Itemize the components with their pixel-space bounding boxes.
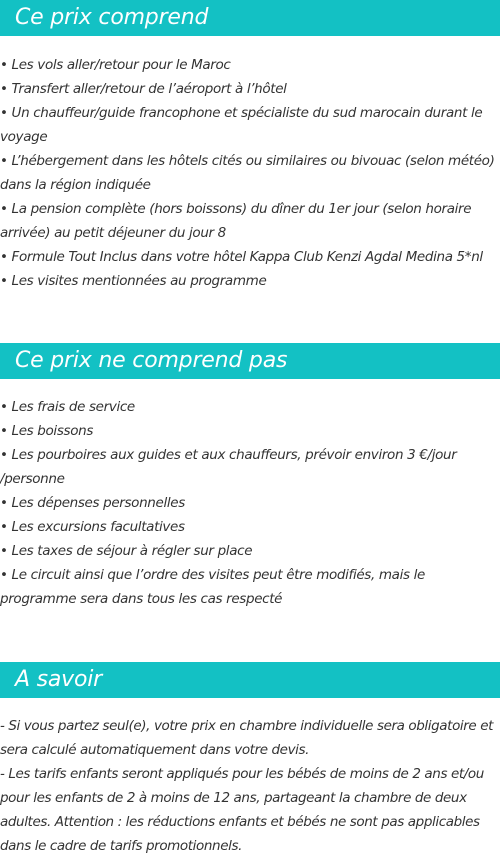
list-item: • Les visites mentionnées au programme xyxy=(0,273,267,289)
list-item: • Les taxes de séjour à régler sur place xyxy=(0,543,253,559)
info-paragraph: - Les tarifs enfants seront appliqués pour les bébés de moins de 2 ans et/ou pour les enfants de 2 à moins de 12 ans, partageant la chambre de deux adultes. Attention : les réductions enfants et bébés ne sont pas applicables dans le cadre de tarifs promotionnels. xyxy=(0,766,484,854)
price-includes-section xyxy=(0,0,500,293)
list-item: • Les frais de service xyxy=(0,399,135,415)
price-includes-list xyxy=(0,53,500,293)
good-to-know-heading: A savoir xyxy=(0,662,500,698)
list-item: • L’hébergement dans les hôtels cités ou similaires ou bivouac (selon météo) dans la région indiquée xyxy=(0,153,495,193)
price-excludes-section xyxy=(0,343,500,611)
list-item: • Les boissons xyxy=(0,423,94,439)
price-excludes-list xyxy=(0,395,500,611)
list-item: • Un chauffeur/guide francophone et spécialiste du sud marocain durant le voyage xyxy=(0,105,483,145)
list-item: • Transfert aller/retour de l’aéroport à l’hôtel xyxy=(0,81,287,97)
price-excludes-heading: Ce prix ne comprend pas xyxy=(0,343,500,379)
good-to-know-section xyxy=(0,662,500,858)
good-to-know-text xyxy=(0,714,500,858)
list-item: • Le circuit ainsi que l’ordre des visites peut être modifiés, mais le programme sera dans tous les cas respecté xyxy=(0,567,425,607)
list-item: • Les dépenses personnelles xyxy=(0,495,185,511)
info-paragraph: - Si vous partez seul(e), votre prix en chambre individuelle sera obligatoire et sera calculé automatiquement dans votre devis. xyxy=(0,718,494,758)
list-item: • Les excursions facultatives xyxy=(0,519,185,535)
list-item: • Les pourboires aux guides et aux chauffeurs, prévoir environ 3 €/jour /personne xyxy=(0,447,457,487)
list-item: • La pension complète (hors boissons) du dîner du 1er jour (selon horaire arrivée) au petit déjeuner du jour 8 xyxy=(0,201,472,241)
price-includes-heading: Ce prix comprend xyxy=(0,0,500,36)
list-item: • Les vols aller/retour pour le Maroc xyxy=(0,57,231,73)
list-item: • Formule Tout Inclus dans votre hôtel Kappa Club Kenzi Agdal Medina 5*nl xyxy=(0,249,483,265)
